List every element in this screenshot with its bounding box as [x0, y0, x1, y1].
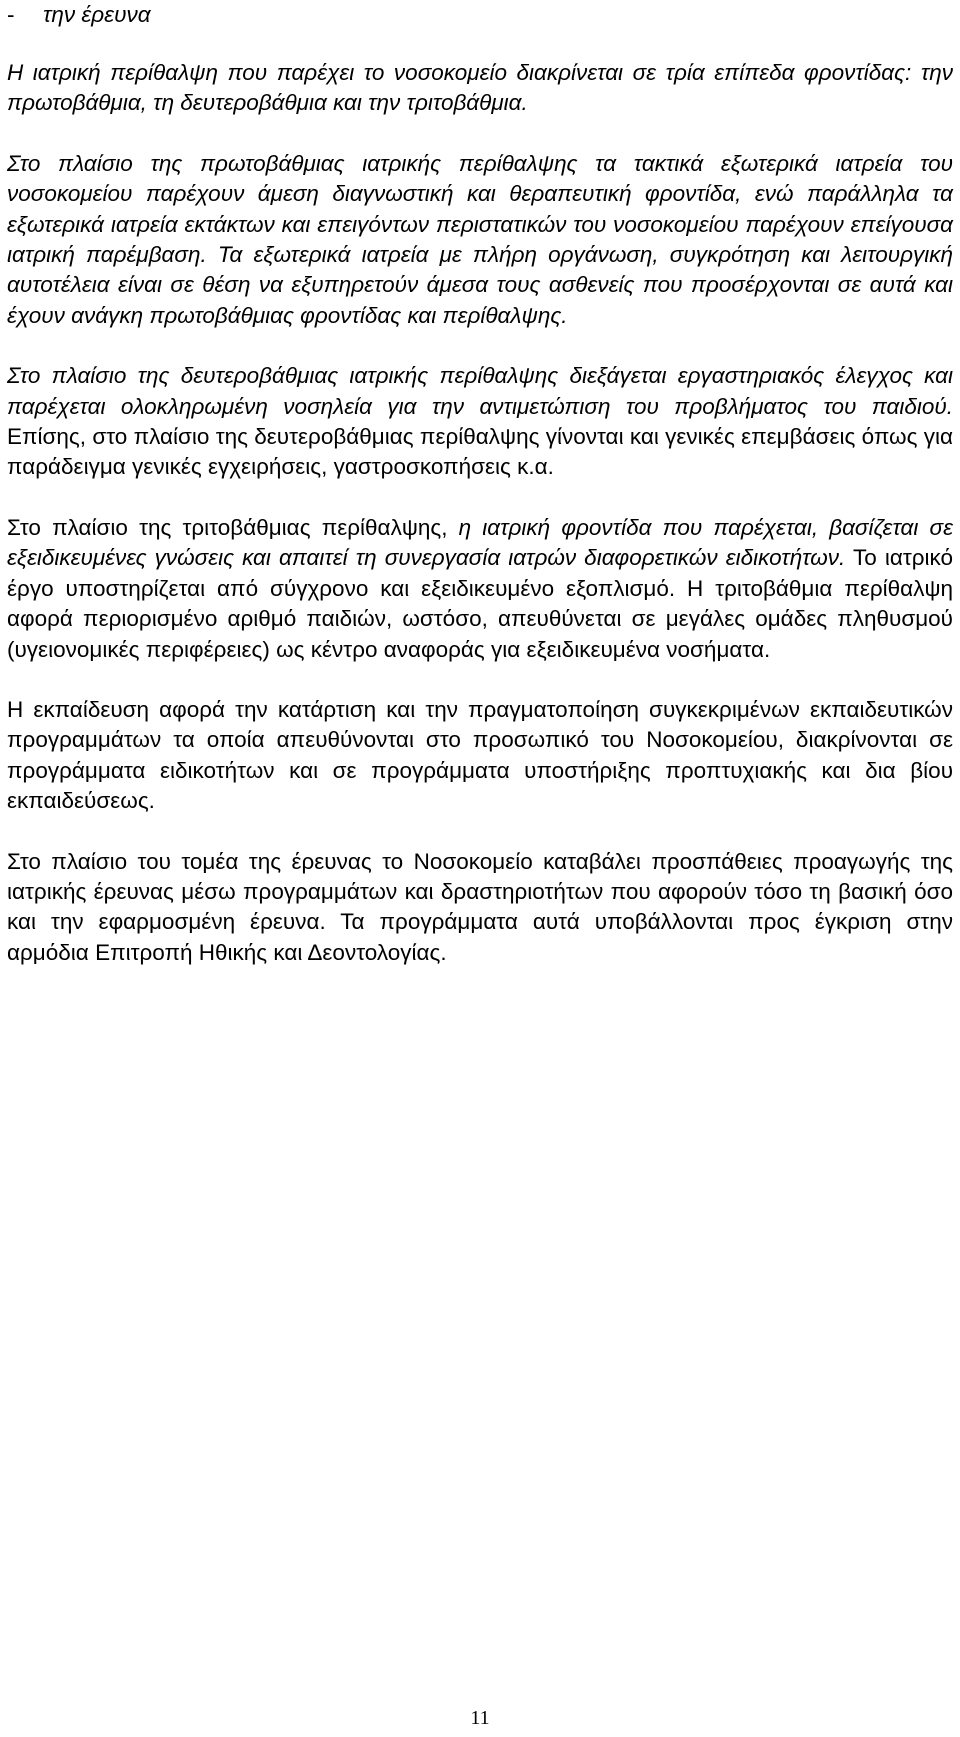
bullet-item-research: [7, 0, 953, 30]
paragraph-research-text: Στο πλαίσιο του τομέα της έρευνας το Νοσοκομείο καταβάλει προσπάθειες προαγωγής της ιατρικής έρευνας μέσω προγραμμάτων και δραστηριοτήτων που αφορούν τόσο τη βασική όσο και την εφαρμοσμένη έρευνα. Τα προγράμματα αυτά υποβάλλονται προς έγκριση στην αρμόδια Επιτροπή Ηθικής και Δεοντολογίας.: [7, 848, 953, 965]
paragraph-tertiary-care-intro: Στο πλαίσιο της τριτοβάθμιας περίθαλψης,: [7, 514, 459, 540]
paragraph-tertiary-care-rest: Το ιατρικό έργο υποστηρίζεται από σύγχρονο και εξειδικευμένο εξοπλισμό. Η τριτοβάθμια περίθαλψη αφορά περιορισμένο αριθμό παιδιών, ωστόσο, απευθύνεται σε μεγάλες ομάδες πληθυσμού (υγειονομικές περιφέρειες) ως κέντρο αναφοράς για εξειδικευμένα νοσήματα.: [7, 545, 954, 662]
page-number: 11: [470, 1707, 490, 1729]
paragraph-education-text: Η εκπαίδευση αφορά την κατάρτιση και την πραγματοποίηση συγκεκριμένων εκπαιδευτικών προγραμμάτων τα οποία απευθύνονται στο προσωπικό του Νοσοκομείου, διακρίνονται σε προγράμματα ειδικοτήτων και σε προγράμματα υποστήριξης προπτυχιακής και δια βίου εκπαιδεύσεως.: [7, 696, 953, 814]
paragraph-research: [7, 847, 953, 969]
paragraph-primary-care: [7, 149, 953, 331]
paragraph-primary-care-text: Στο πλαίσιο της πρωτοβάθμιας ιατρικής περίθαλψης τα τακτικά εξωτερικά ιατρεία του νοσοκομείου παρέχουν άμεση διαγνωστική και θεραπευτική φροντίδα, ενώ παράλληλα τα εξωτερικά ιατρεία εκτάκτων και επειγόντων περιστατικών του νοσοκομείου παρέχουν επείγουσα ιατρική παρέμβαση. Τα εξωτερικά ιατρεία με πλήρη οργάνωση, συγκρότηση και λειτουργική αυτοτέλεια είναι σε θέση να εξυπηρετούν άμεσα τους ασθενείς που προσέρχονται σε αυτά και έχουν ανάγκη πρωτοβάθμιας φροντίδας και περίθαλψης.: [7, 150, 953, 328]
paragraph-secondary-care-normal: Επίσης, στο πλαίσιο της δευτεροβάθμιας περίθαλψης γίνονται και γενικές επεμβάσεις όπως για παράδειγμα γενικές εγχειρήσεις, γαστροσκοπήσεις κ.α.: [7, 424, 953, 480]
document-page: [7, 0, 953, 968]
paragraph-secondary-care: [7, 361, 953, 483]
paragraph-care-levels: [7, 58, 953, 119]
paragraph-care-levels-text: Η ιατρική περίθαλψη που παρέχει το νοσοκομείο διακρίνεται σε τρία επίπεδα φροντίδας: την πρωτοβάθμια, τη δευτεροβάθμια και την τριτοβάθμια.: [7, 60, 953, 116]
paragraph-secondary-care-italic: Στο πλαίσιο της δευτεροβάθμιας ιατρικής περίθαλψης διεξάγεται εργαστηριακός έλεγχος και παρέχεται ολοκληρωμένη νοσηλεία για την αντιμετώπιση του προβλήματος του παιδιού.: [7, 363, 953, 419]
paragraph-tertiary-care-italic: η ιατρική φροντίδα που παρέχεται, βασίζεται σε εξειδικευμένες γνώσεις και απαιτεί τη συνεργασία ιατρών διαφορετικών ειδικοτήτων.: [7, 514, 953, 571]
paragraph-tertiary-care: [7, 513, 953, 665]
paragraph-education: [7, 695, 953, 817]
bullet-text: την έρευνα: [43, 2, 151, 27]
bullet-dash: -: [7, 2, 15, 27]
